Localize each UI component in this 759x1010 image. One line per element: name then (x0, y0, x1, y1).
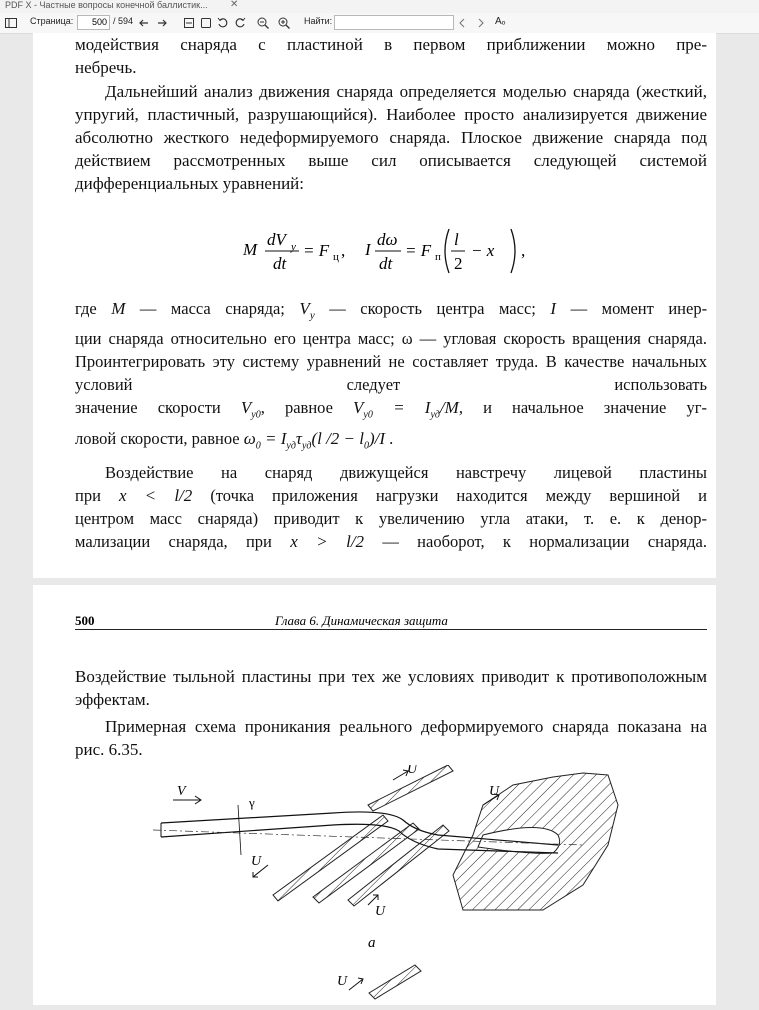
text-line: модействия снаряда с пластиной в первом приближении можно пре- (75, 35, 707, 54)
eq-domega: dω (377, 230, 398, 249)
find-label: Найти: (304, 16, 333, 26)
rotate-left-icon[interactable] (216, 16, 230, 30)
page-text-2 (75, 297, 707, 553)
eq-dvy: dV (267, 230, 286, 249)
eq-fn-sub: п (435, 251, 441, 263)
eq-dt: dt (273, 254, 287, 273)
gamma-label: γ (249, 795, 255, 810)
find-next-icon[interactable] (474, 16, 488, 30)
paragraph: Примерная схема проникания реального деформируемого снаряда показана на рис. 6.35. (75, 717, 707, 759)
u-label: U (337, 974, 348, 989)
velocity-label: V (177, 784, 186, 799)
text-size-icon[interactable]: Aₒ (495, 16, 506, 27)
paragraph: ции снаряда относительно его центра масс; ω — угловая скорость вращения снаряда. Проинтегрировать эту систему уравнений не составляет труда. В качестве начальных условий следует использовать (75, 329, 707, 395)
eq-fc-sub: ц (333, 251, 339, 263)
next-page-icon[interactable] (155, 16, 169, 30)
pdf-page-499 (33, 33, 716, 578)
equation (243, 221, 543, 281)
page-number: 500 (75, 613, 95, 628)
text-line: где M — масса снаряда; $V_y$ — скорость центра масс; I — момент инер- (75, 299, 708, 322)
pdf-page-500 (33, 585, 716, 1005)
close-tab-icon[interactable]: ✕ (230, 0, 239, 10)
text-line: мализации снаряда, при x > l/2 — наоборот, к нормализации снаряда. (75, 532, 707, 552)
window-titlebar (0, 0, 759, 13)
fit-width-icon[interactable] (182, 16, 196, 30)
chapter-title: Глава 6. Динамическая защита (275, 613, 448, 628)
fit-page-icon[interactable] (199, 16, 213, 30)
text-line: Воздействие на снаряд движущейся навстречу лицевой пластины (105, 463, 707, 483)
eq-comma: , (341, 241, 346, 260)
eq-mass: M (243, 240, 258, 259)
eq-minus-x: − x (471, 241, 495, 260)
find-input[interactable] (334, 15, 454, 30)
u-label: U (407, 765, 418, 777)
eq-fc: = F (303, 241, 330, 260)
u-label: U (375, 904, 386, 919)
page-text-3 (75, 665, 707, 761)
text-line: при x < l/2 (точка приложения нагрузки находится между вершиной и (75, 486, 708, 506)
paragraph: Дальнейший анализ движения снаряда определяется моделью снаряда (жесткий, упругий, пластичный, разрушающийся). Наиболее просто анализируется движение абсолютно жесткого недеформируемого снаряда. Плоское движение снаряда под действием рассмотренных выше сил описывается следующей системой дифференциальных уравнений: (75, 82, 707, 193)
paragraph: Воздействие тыльной пластины при тех же условиях приводит к противоположным эффектам. (75, 667, 707, 709)
find-prev-icon[interactable] (455, 16, 469, 30)
figure-6-35 (153, 765, 623, 1005)
text-line: значение скорости $V_{y0}$, равное $V_{y0} = I_{уд}/M$, и начальное значение уг- (75, 398, 707, 421)
prev-page-icon[interactable] (137, 16, 151, 30)
text-line: центром масс снаряда) приводит к увеличению угла атаки, т. е. к денор- (75, 509, 707, 529)
viewer-toolbar (0, 13, 759, 34)
u-label: U (251, 854, 262, 869)
text-line: небречь. (75, 58, 137, 77)
figure-sublabel-a: а (368, 935, 376, 951)
page-total: / 594 (113, 16, 134, 26)
page-number-input[interactable] (77, 15, 110, 30)
eq-inertia: I (365, 240, 371, 259)
zoom-in-icon[interactable] (277, 16, 291, 30)
rotate-right-icon[interactable] (233, 16, 247, 30)
eq-dvy-sub: y (291, 241, 296, 253)
text-line: ловой скорости, равное $\omega_0 = I_{уд}\tau_{уд}(l$ $/2 - l_0)/I$ . (75, 428, 394, 452)
zoom-out-icon[interactable] (256, 16, 270, 30)
eq-two: 2 (454, 254, 463, 273)
page-text (75, 33, 707, 195)
tab-title[interactable]: PDF X - Частные вопросы конечной баллистик... (5, 0, 208, 10)
running-header (75, 609, 707, 630)
eq-l: l (454, 230, 459, 249)
panel-toggle-icon[interactable] (4, 16, 18, 30)
eq-dt-2: dt (379, 254, 393, 273)
page-label: Страница: (30, 16, 74, 26)
eq-end: , (521, 241, 526, 260)
eq-fn: = F (405, 241, 432, 260)
u-label: U (489, 784, 500, 799)
